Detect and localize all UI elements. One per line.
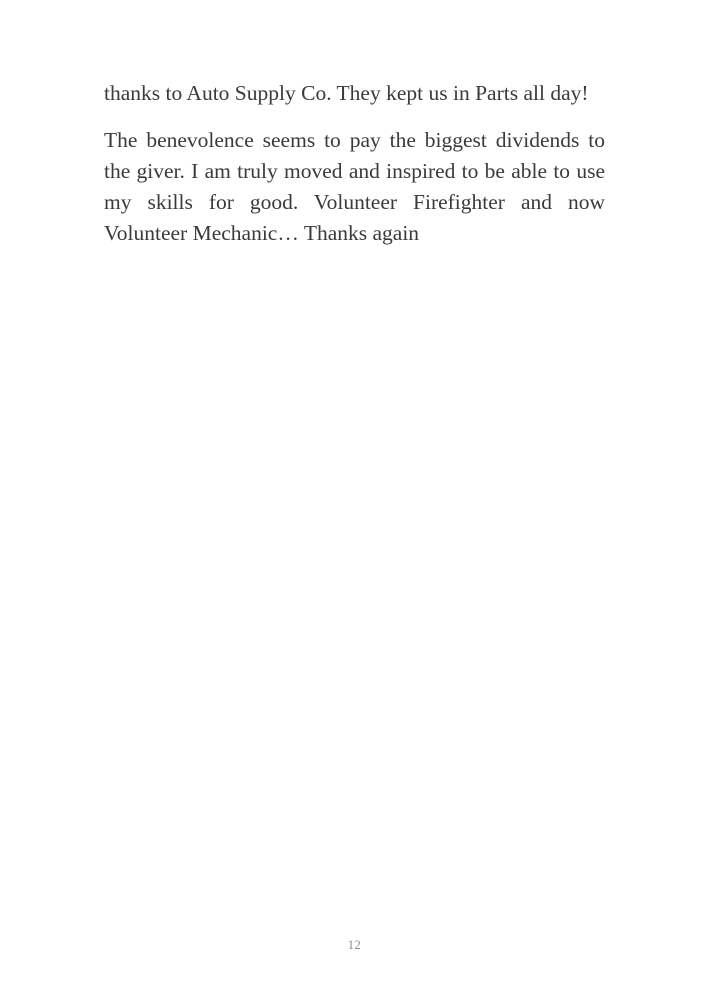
page-number: 12 xyxy=(347,938,362,952)
paragraph: thanks to Auto Supply Co. They kept us in Parts all day! xyxy=(104,81,589,105)
body-text xyxy=(104,78,605,249)
paragraph: The benevolence seems to pay the biggest dividends to the giver. I am truly moved and inspired to be able to use my skills for good. Volunteer Firefighter and now Volunteer Mechanic… Thanks again xyxy=(104,128,605,245)
